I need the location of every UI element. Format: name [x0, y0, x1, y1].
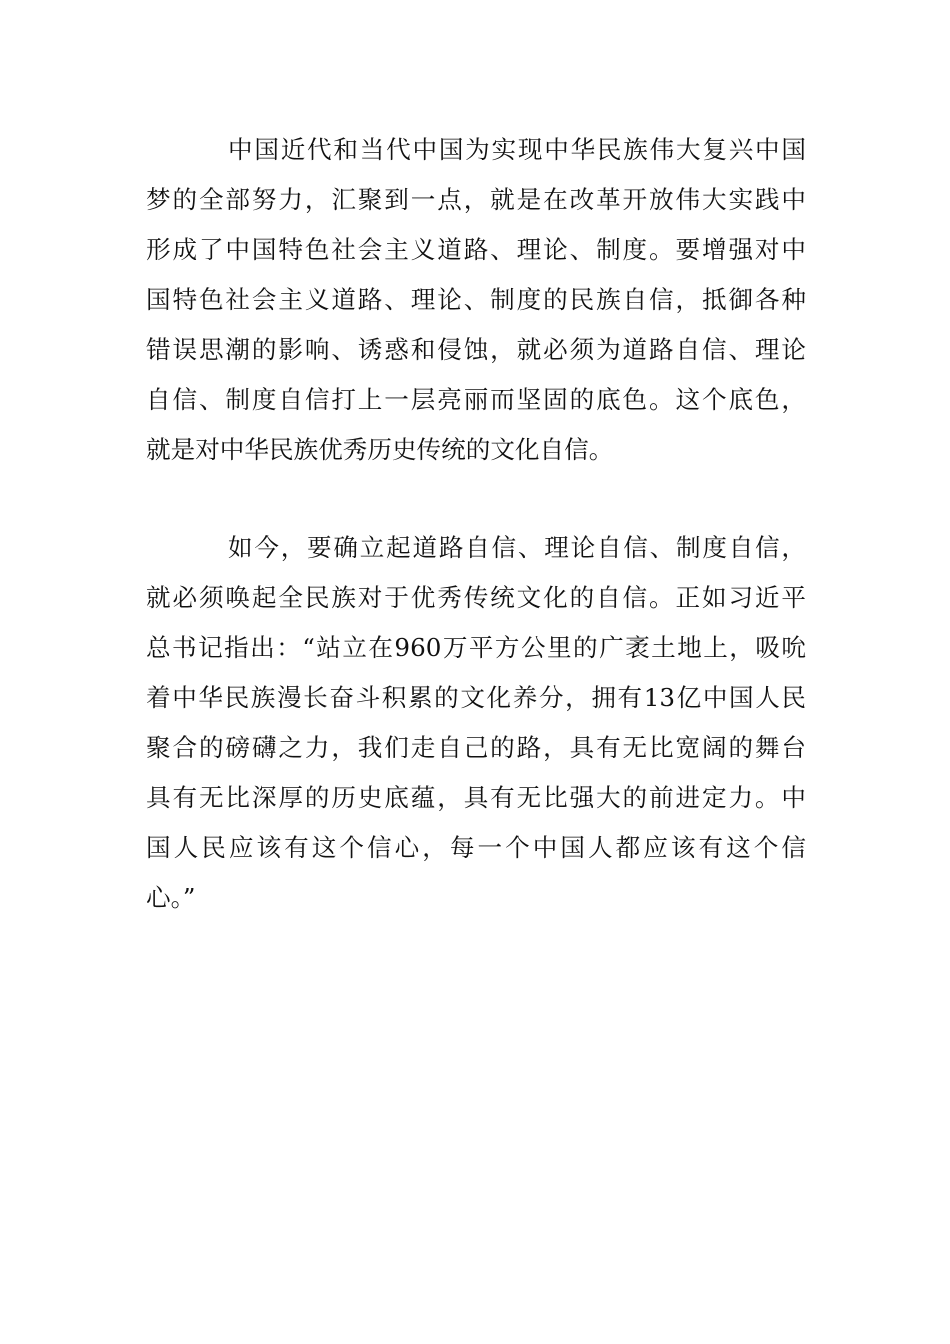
- text-line: 如今，要确立起道路自信、理论自信、制度自信，: [228, 533, 806, 562]
- text-line: 心。”: [146, 883, 196, 912]
- text-line: 国人民应该有这个信心，每一个中国人都应该有这个信: [146, 833, 806, 862]
- text-line: 就必须唤起全民族对于优秀传统文化的自信。正如习近平: [146, 583, 806, 612]
- text-line: 自信、制度自信打上一层亮丽而坚固的底色。这个底色，: [146, 385, 806, 414]
- text-line: 中国近代和当代中国为实现中华民族伟大复兴中国: [228, 135, 806, 164]
- text-line: 就是对中华民族优秀历史传统的文化自信。: [146, 435, 614, 464]
- text-line: 梦的全部努力，汇聚到一点，就是在改革开放伟大实践中: [146, 185, 806, 214]
- text-line: 聚合的磅礴之力，我们走自己的路，具有无比宽阔的舞台: [146, 733, 806, 762]
- text-line: 形成了中国特色社会主义道路、理论、制度。要增强对中: [146, 235, 806, 264]
- text-line: 具有无比深厚的历史底蕴，具有无比强大的前进定力。中: [146, 783, 806, 812]
- text-line: 总书记指出：“站立在960万平方公里的广袤土地上，吸吮: [146, 633, 806, 662]
- text-line: 国特色社会主义道路、理论、制度的民族自信，抵御各种: [146, 285, 806, 314]
- text-line: 着中华民族漫长奋斗积累的文化养分，拥有13亿中国人民: [146, 683, 806, 712]
- text-line: 错误思潮的影响、诱惑和侵蚀，就必须为道路自信、理论: [146, 335, 806, 364]
